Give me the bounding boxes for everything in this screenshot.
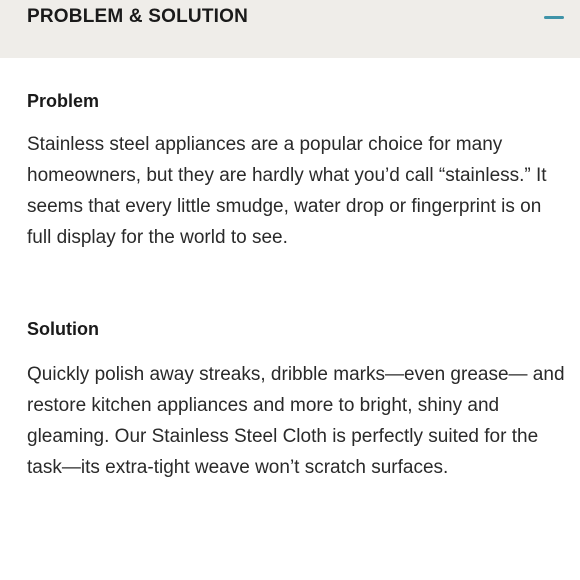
solution-text: Quickly polish away streaks, dribble marks—even grease— and restore kitchen appliances and more to bright, shiny and gleaming. Our Stainless Steel Cloth is perfectly suited for the task—its extra-tight weave won’t scratch surfaces. [27, 364, 565, 478]
collapse-toggle-button[interactable] [542, 6, 568, 28]
accordion-header[interactable] [0, 0, 580, 58]
solution-heading: Solution [27, 319, 99, 339]
problem-text: Stainless steel appliances are a popular choice for many homeowners, but they are hardly what you’d call “stainless.” It seems that every little smudge, water drop or fingerprint is on full display for the world to see. [27, 134, 547, 248]
accordion-title: PROBLEM & SOLUTION [27, 6, 249, 27]
minus-icon [544, 16, 564, 19]
problem-heading: Problem [27, 91, 100, 111]
